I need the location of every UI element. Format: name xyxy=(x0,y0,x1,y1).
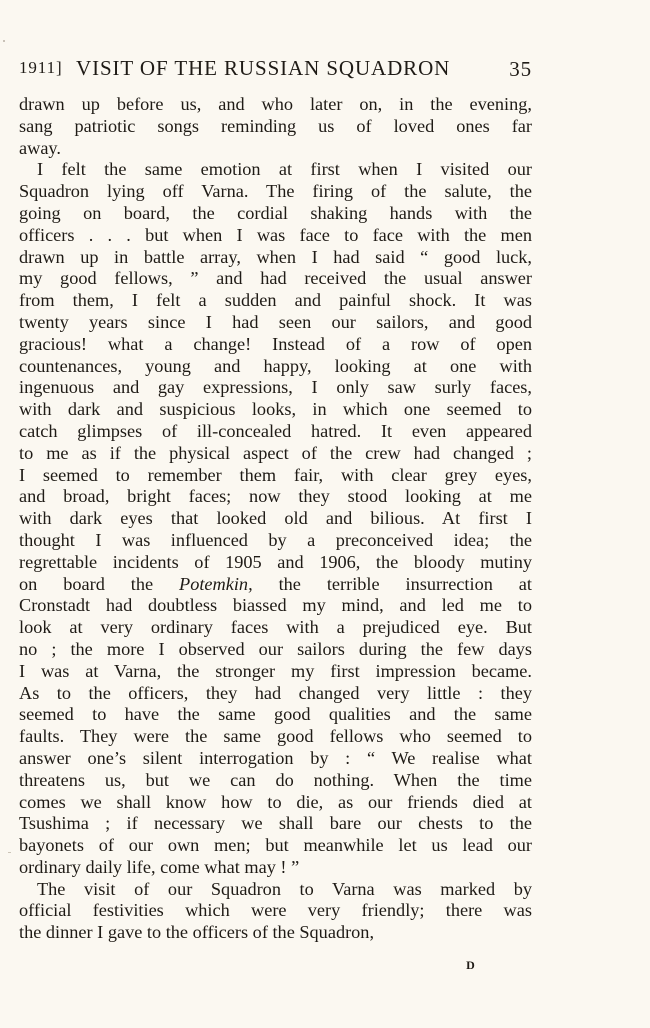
text-line: look at very ordinary faces with a prejudiced eye. But xyxy=(19,617,532,638)
text-line: officers . . . but when I was face to face with the men xyxy=(19,224,532,245)
text-line: from them, I felt a sudden and painful shock. It was xyxy=(19,290,532,311)
text-line: drawn up before us, and who later on, in the evening, xyxy=(19,94,532,114)
page-speck xyxy=(3,40,5,42)
text-line: I felt the same emotion at first when I visited our xyxy=(37,159,532,180)
text-line: the dinner I gave to the officers of the Squadron, xyxy=(19,922,375,943)
text-line: As to the officers, they had changed very little : they xyxy=(19,682,532,703)
running-head-title: VISIT OF THE RUSSIAN SQUADRON xyxy=(76,56,451,80)
text-line: to me as if the physical aspect of the crew had changed ; xyxy=(19,442,532,463)
text-line: Squadron lying off Varna. The firing of the salute, the xyxy=(19,181,532,202)
text-span: the terrible insurrection at xyxy=(252,573,532,594)
text-line: my good fellows, ” and had received the usual answer xyxy=(19,268,532,289)
running-head xyxy=(19,56,532,84)
text-line: thought I was influenced by a preconceived idea; the xyxy=(19,529,532,550)
text-line: Tsushima ; if necessary we shall bare our chests to the xyxy=(19,813,532,834)
text-line: comes we shall know how to die, as our friends died at xyxy=(19,791,532,812)
body-text xyxy=(19,94,532,944)
text-line: no ; the more I observed our sailors during the few days xyxy=(19,638,532,659)
text-line: answer one’s silent interrogation by : “ We realise what xyxy=(19,747,532,768)
text-line: I seemed to remember them fair, with clear grey eyes, xyxy=(19,464,532,485)
text-line: official festivities which were very friendly; there was xyxy=(19,900,532,921)
text-line: regrettable incidents of 1905 and 1906, the bloody mutiny xyxy=(19,551,532,572)
text-line xyxy=(19,574,532,596)
text-line: sang patriotic songs reminding us of loved ones far xyxy=(19,115,532,136)
text-span: on board the xyxy=(19,573,180,594)
text-line: gracious! what a change! Instead of a row of open xyxy=(19,333,532,354)
text-line: I was at Varna, the stronger my first impression became. xyxy=(19,660,532,681)
text-line: going on board, the cordial shaking hands with the xyxy=(19,202,532,223)
text-line: threatens us, but we can do nothing. When the time xyxy=(19,769,532,790)
text-line: countenances, young and happy, looking at one with xyxy=(19,355,532,376)
text-line: The visit of our Squadron to Varna was marked by xyxy=(37,878,532,899)
text-line: ordinary daily life, come what may ! ” xyxy=(19,856,300,877)
text-line: drawn up in battle array, when I had said “ good luck, xyxy=(19,246,532,267)
text-line: and broad, bright faces; now they stood looking at me xyxy=(19,486,532,507)
text-line: Cronstadt had doubtless biassed my mind, and led me to xyxy=(19,595,532,616)
text-line: away. xyxy=(19,137,61,158)
text-line: twenty years since I had seen our sailors, and good xyxy=(19,311,532,332)
text-line: bayonets of our own men; but meanwhile let us lead our xyxy=(19,835,532,856)
text-line: catch glimpses of ill-concealed hatred. It even appeared xyxy=(19,420,532,441)
text-line: seemed to have the same good qualities and the same xyxy=(19,704,532,725)
text-line: ingenuous and gay expressions, I only saw surly faces, xyxy=(19,377,532,398)
running-head-year: 1911] xyxy=(19,58,63,77)
text-line: with dark eyes that looked old and bilious. At first I xyxy=(19,508,532,529)
signature-mark: D xyxy=(466,958,476,972)
ship-name: Potemkin, xyxy=(179,573,253,594)
page-speck xyxy=(8,852,11,853)
text-line: faults. They were the same good fellows who seemed to xyxy=(19,726,532,747)
page-number: 35 xyxy=(509,57,532,81)
text-line: with dark and suspicious looks, in which one seemed to xyxy=(19,399,532,420)
